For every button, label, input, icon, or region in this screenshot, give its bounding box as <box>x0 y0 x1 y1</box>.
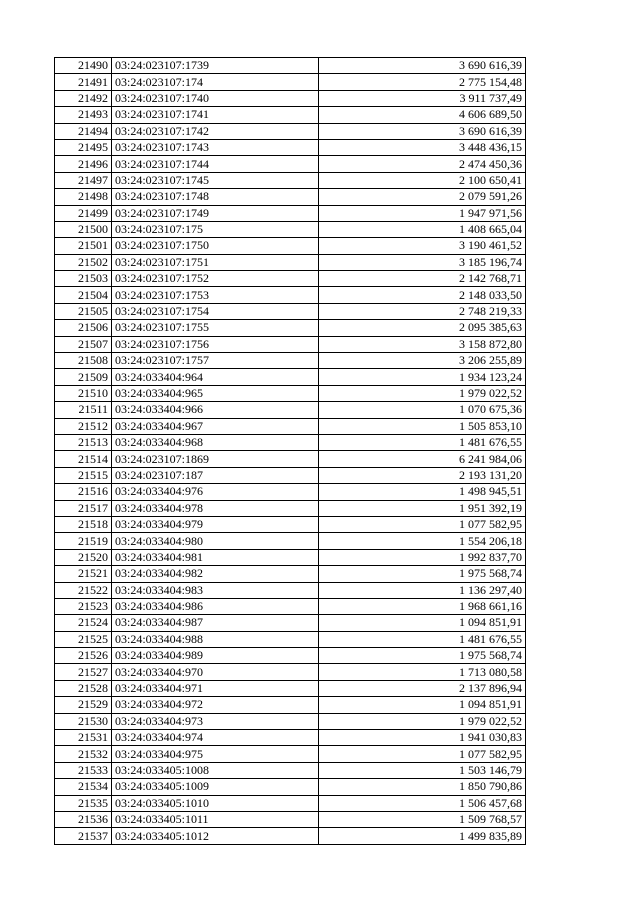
table-row <box>55 664 526 680</box>
table-row <box>55 648 526 664</box>
row-number-cell: 21508 <box>55 353 112 369</box>
cadastral-value-cell: 1 077 582,95 <box>319 516 526 532</box>
row-number-cell: 21519 <box>55 533 112 549</box>
cadastral-number-cell: 03:24:033405:1008 <box>112 762 319 778</box>
row-number-cell: 21532 <box>55 746 112 762</box>
cadastral-value-cell: 3 690 616,39 <box>319 123 526 139</box>
row-number-cell: 21497 <box>55 172 112 188</box>
cadastral-number-cell: 03:24:033404:978 <box>112 500 319 516</box>
table-row <box>55 336 526 352</box>
cadastral-value-cell: 1 975 568,74 <box>319 648 526 664</box>
cadastral-number-cell: 03:24:023107:1749 <box>112 205 319 221</box>
cadastral-number-cell: 03:24:033404:981 <box>112 549 319 565</box>
cadastral-value-cell: 1 934 123,24 <box>319 369 526 385</box>
cadastral-value-cell: 2 193 131,20 <box>319 467 526 483</box>
table-row <box>55 697 526 713</box>
table-row <box>55 221 526 237</box>
cadastral-number-cell: 03:24:033405:1012 <box>112 828 319 844</box>
cadastral-value-cell: 2 079 591,26 <box>319 189 526 205</box>
cadastral-number-cell: 03:24:023107:1740 <box>112 90 319 106</box>
row-number-cell: 21520 <box>55 549 112 565</box>
table-row <box>55 271 526 287</box>
cadastral-number-cell: 03:24:023107:1744 <box>112 156 319 172</box>
cadastral-value-cell: 1 975 568,74 <box>319 566 526 582</box>
cadastral-number-cell: 03:24:033404:983 <box>112 582 319 598</box>
row-number-cell: 21503 <box>55 271 112 287</box>
row-number-cell: 21515 <box>55 467 112 483</box>
row-number-cell: 21505 <box>55 303 112 319</box>
cadastral-value-table <box>54 57 526 845</box>
cadastral-number-cell: 03:24:033404:970 <box>112 664 319 680</box>
cadastral-number-cell: 03:24:033404:971 <box>112 680 319 696</box>
cadastral-value-cell: 6 241 984,06 <box>319 451 526 467</box>
cadastral-number-cell: 03:24:033404:982 <box>112 566 319 582</box>
table-row <box>55 533 526 549</box>
cadastral-number-cell: 03:24:033404:976 <box>112 484 319 500</box>
cadastral-number-cell: 03:24:023107:1756 <box>112 336 319 352</box>
cadastral-value-cell: 3 185 196,74 <box>319 254 526 270</box>
cadastral-number-cell: 03:24:023107:174 <box>112 74 319 90</box>
row-number-cell: 21509 <box>55 369 112 385</box>
row-number-cell: 21512 <box>55 418 112 434</box>
row-number-cell: 21526 <box>55 648 112 664</box>
cadastral-number-cell: 03:24:023107:1743 <box>112 139 319 155</box>
table-row <box>55 434 526 450</box>
cadastral-number-cell: 03:24:023107:1751 <box>112 254 319 270</box>
cadastral-value-cell: 2 775 154,48 <box>319 74 526 90</box>
cadastral-value-cell: 2 474 450,36 <box>319 156 526 172</box>
table-row <box>55 385 526 401</box>
row-number-cell: 21518 <box>55 516 112 532</box>
cadastral-number-cell: 03:24:033404:965 <box>112 385 319 401</box>
cadastral-value-cell: 1 947 971,56 <box>319 205 526 221</box>
cadastral-number-cell: 03:24:023107:1752 <box>112 271 319 287</box>
row-number-cell: 21524 <box>55 615 112 631</box>
cadastral-value-cell: 1 481 676,55 <box>319 434 526 450</box>
cadastral-value-cell: 2 137 896,94 <box>319 680 526 696</box>
table-row <box>55 156 526 172</box>
table-row <box>55 369 526 385</box>
cadastral-number-cell: 03:24:023107:1753 <box>112 287 319 303</box>
cadastral-number-cell: 03:24:033404:974 <box>112 730 319 746</box>
table-row <box>55 189 526 205</box>
cadastral-value-cell: 1 070 675,36 <box>319 402 526 418</box>
cadastral-value-cell: 1 505 853,10 <box>319 418 526 434</box>
row-number-cell: 21531 <box>55 730 112 746</box>
table-row <box>55 811 526 827</box>
row-number-cell: 21506 <box>55 320 112 336</box>
cadastral-number-cell: 03:24:033404:980 <box>112 533 319 549</box>
table-row <box>55 205 526 221</box>
table-row <box>55 172 526 188</box>
table-row <box>55 828 526 844</box>
table-row <box>55 418 526 434</box>
cadastral-value-cell: 1 941 030,83 <box>319 730 526 746</box>
table-row <box>55 516 526 532</box>
row-number-cell: 21502 <box>55 254 112 270</box>
table-row <box>55 762 526 778</box>
cadastral-value-cell: 1 554 206,18 <box>319 533 526 549</box>
cadastral-number-cell: 03:24:033404:967 <box>112 418 319 434</box>
row-number-cell: 21530 <box>55 713 112 729</box>
cadastral-number-cell: 03:24:023107:1757 <box>112 353 319 369</box>
row-number-cell: 21501 <box>55 238 112 254</box>
table-row <box>55 303 526 319</box>
row-number-cell: 21529 <box>55 697 112 713</box>
row-number-cell: 21523 <box>55 598 112 614</box>
cadastral-value-cell: 2 748 219,33 <box>319 303 526 319</box>
row-number-cell: 21517 <box>55 500 112 516</box>
cadastral-number-cell: 03:24:033404:968 <box>112 434 319 450</box>
cadastral-value-cell: 1 498 945,51 <box>319 484 526 500</box>
row-number-cell: 21533 <box>55 762 112 778</box>
cadastral-value-cell: 1 968 661,16 <box>319 598 526 614</box>
row-number-cell: 21514 <box>55 451 112 467</box>
cadastral-number-cell: 03:24:023107:1755 <box>112 320 319 336</box>
row-number-cell: 21492 <box>55 90 112 106</box>
table-row <box>55 746 526 762</box>
row-number-cell: 21493 <box>55 107 112 123</box>
cadastral-value-cell: 1 992 837,70 <box>319 549 526 565</box>
cadastral-value-cell: 3 158 872,80 <box>319 336 526 352</box>
table-row <box>55 451 526 467</box>
cadastral-value-cell: 1 136 297,40 <box>319 582 526 598</box>
row-number-cell: 21496 <box>55 156 112 172</box>
cadastral-value-cell: 1 481 676,55 <box>319 631 526 647</box>
cadastral-number-cell: 03:24:023107:1745 <box>112 172 319 188</box>
cadastral-number-cell: 03:24:033404:966 <box>112 402 319 418</box>
row-number-cell: 21495 <box>55 139 112 155</box>
row-number-cell: 21527 <box>55 664 112 680</box>
row-number-cell: 21513 <box>55 434 112 450</box>
table-row <box>55 467 526 483</box>
row-number-cell: 21511 <box>55 402 112 418</box>
table-row <box>55 566 526 582</box>
cadastral-value-cell: 4 606 689,50 <box>319 107 526 123</box>
cadastral-number-cell: 03:24:033404:987 <box>112 615 319 631</box>
cadastral-value-cell: 1 509 768,57 <box>319 811 526 827</box>
row-number-cell: 21494 <box>55 123 112 139</box>
cadastral-value-cell: 1 951 392,19 <box>319 500 526 516</box>
table-row <box>55 500 526 516</box>
table-row <box>55 402 526 418</box>
table-row <box>55 287 526 303</box>
row-number-cell: 21490 <box>55 58 112 74</box>
row-number-cell: 21537 <box>55 828 112 844</box>
table-row <box>55 74 526 90</box>
cadastral-value-cell: 2 148 033,50 <box>319 287 526 303</box>
cadastral-number-cell: 03:24:033404:964 <box>112 369 319 385</box>
cadastral-value-cell: 3 448 436,15 <box>319 139 526 155</box>
table-row <box>55 615 526 631</box>
cadastral-number-cell: 03:24:033404:988 <box>112 631 319 647</box>
row-number-cell: 21507 <box>55 336 112 352</box>
table-row <box>55 779 526 795</box>
row-number-cell: 21516 <box>55 484 112 500</box>
table-row <box>55 254 526 270</box>
cadastral-value-cell: 1 850 790,86 <box>319 779 526 795</box>
cadastral-number-cell: 03:24:023107:1742 <box>112 123 319 139</box>
cadastral-number-cell: 03:24:033404:973 <box>112 713 319 729</box>
table-row <box>55 353 526 369</box>
table-body <box>55 58 526 845</box>
cadastral-value-cell: 2 095 385,63 <box>319 320 526 336</box>
table-row <box>55 680 526 696</box>
table-row <box>55 107 526 123</box>
cadastral-value-cell: 3 190 461,52 <box>319 238 526 254</box>
cadastral-value-cell: 1 499 835,89 <box>319 828 526 844</box>
table-row <box>55 631 526 647</box>
table-row <box>55 549 526 565</box>
cadastral-number-cell: 03:24:023107:1750 <box>112 238 319 254</box>
table-row <box>55 484 526 500</box>
row-number-cell: 21504 <box>55 287 112 303</box>
cadastral-number-cell: 03:24:033405:1009 <box>112 779 319 795</box>
cadastral-value-cell: 3 690 616,39 <box>319 58 526 74</box>
row-number-cell: 21522 <box>55 582 112 598</box>
cadastral-number-cell: 03:24:033404:972 <box>112 697 319 713</box>
row-number-cell: 21500 <box>55 221 112 237</box>
cadastral-number-cell: 03:24:033404:979 <box>112 516 319 532</box>
row-number-cell: 21528 <box>55 680 112 696</box>
cadastral-number-cell: 03:24:023107:187 <box>112 467 319 483</box>
cadastral-number-cell: 03:24:023107:1869 <box>112 451 319 467</box>
table-row <box>55 58 526 74</box>
table-row <box>55 238 526 254</box>
cadastral-value-cell: 1 094 851,91 <box>319 697 526 713</box>
table-row <box>55 598 526 614</box>
row-number-cell: 21536 <box>55 811 112 827</box>
table-row <box>55 320 526 336</box>
table-row <box>55 139 526 155</box>
table-row <box>55 713 526 729</box>
cadastral-value-cell: 1 408 665,04 <box>319 221 526 237</box>
cadastral-number-cell: 03:24:023107:175 <box>112 221 319 237</box>
row-number-cell: 21491 <box>55 74 112 90</box>
cadastral-number-cell: 03:24:033404:989 <box>112 648 319 664</box>
cadastral-number-cell: 03:24:033405:1010 <box>112 795 319 811</box>
table-row <box>55 123 526 139</box>
table-row <box>55 90 526 106</box>
cadastral-number-cell: 03:24:033405:1011 <box>112 811 319 827</box>
cadastral-value-cell: 1 713 080,58 <box>319 664 526 680</box>
cadastral-value-cell: 1 077 582,95 <box>319 746 526 762</box>
table-row <box>55 730 526 746</box>
cadastral-number-cell: 03:24:033404:975 <box>112 746 319 762</box>
cadastral-number-cell: 03:24:023107:1754 <box>112 303 319 319</box>
cadastral-value-cell: 1 979 022,52 <box>319 713 526 729</box>
cadastral-value-cell: 1 094 851,91 <box>319 615 526 631</box>
row-number-cell: 21510 <box>55 385 112 401</box>
cadastral-value-cell: 2 100 650,41 <box>319 172 526 188</box>
cadastral-number-cell: 03:24:023107:1741 <box>112 107 319 123</box>
row-number-cell: 21534 <box>55 779 112 795</box>
cadastral-value-cell: 2 142 768,71 <box>319 271 526 287</box>
row-number-cell: 21521 <box>55 566 112 582</box>
cadastral-value-cell: 3 911 737,49 <box>319 90 526 106</box>
cadastral-value-cell: 1 503 146,79 <box>319 762 526 778</box>
cadastral-number-cell: 03:24:033404:986 <box>112 598 319 614</box>
table-row <box>55 795 526 811</box>
cadastral-value-cell: 1 979 022,52 <box>319 385 526 401</box>
cadastral-number-cell: 03:24:023107:1739 <box>112 58 319 74</box>
row-number-cell: 21525 <box>55 631 112 647</box>
cadastral-value-cell: 1 506 457,68 <box>319 795 526 811</box>
table-row <box>55 582 526 598</box>
cadastral-value-cell: 3 206 255,89 <box>319 353 526 369</box>
cadastral-number-cell: 03:24:023107:1748 <box>112 189 319 205</box>
row-number-cell: 21535 <box>55 795 112 811</box>
row-number-cell: 21499 <box>55 205 112 221</box>
row-number-cell: 21498 <box>55 189 112 205</box>
